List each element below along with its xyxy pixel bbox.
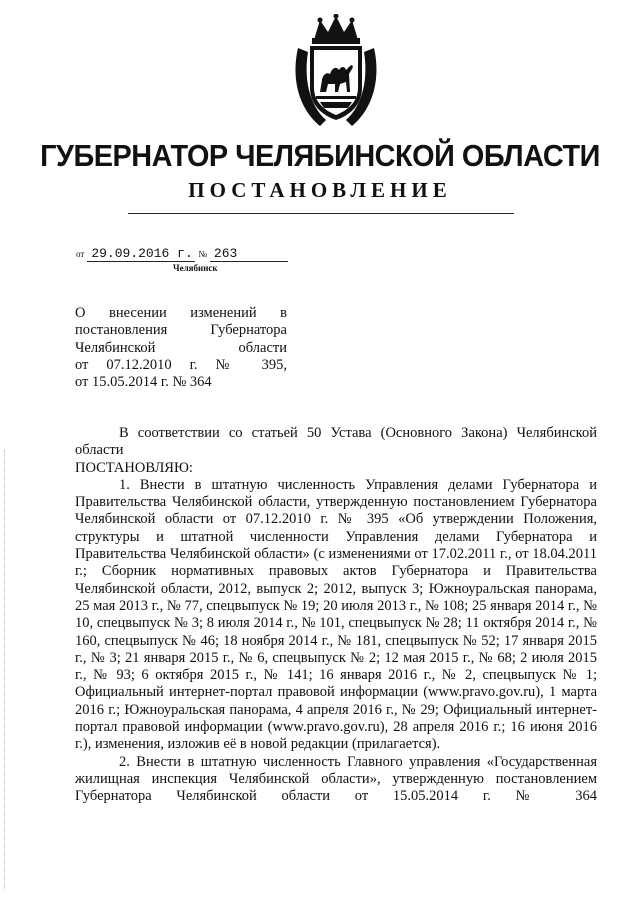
authority-title: ГУБЕРНАТОР ЧЕЛЯБИНСКОЙ ОБЛАСТИ <box>40 138 600 173</box>
document-type-title: ПОСТАНОВЛЕНИЕ <box>188 178 452 202</box>
scan-margin-marks <box>4 450 7 890</box>
city-label: Челябинск <box>173 263 218 273</box>
registration-line <box>76 246 288 262</box>
resolve-heading: ПОСТАНОВЛЯЮ: <box>75 459 193 476</box>
document-body <box>75 425 597 806</box>
subject-line: от 15.05.2014 г. № 364 <box>75 374 212 391</box>
paragraph-item-1: 1. Внести в штатную численность Управления делами Губернатора и Правительства Челябинской области, утвержденную постановлением Губернатора Челябинской области от 07.12.2010 г. № 395 «Об утверждении Положения, структуры и штатной численности Управления делами Губернатора и Правительства Челябинской области» (с изменениями от 17.02.2011 г., от 18.04.2011 г.; Сборник нормативных правовых актов Губернатора и Правительства Челябинской области, 2012, выпуск 2; 2012, выпуск 3; Южноуральская панорама, 25 мая 2013 г., № 77, спецвыпуск № 19; 20 июля 2013 г., № 108; 25 января 2014 г., № 10, спецвыпуск № 3; 8 июля 2014 г., № 101, спецвыпуск № 28; 11 октября 2014 г., № 160, спецвыпуск № 46; 18 ноября 2014 г., № 181, спецвыпуск № 52; 17 января 2015 г., № 3; 21 января 2015 г., № 6, спецвыпуск № 2; 12 мая 2015 г., № 68; 2 июля 2015 г., № 93; 6 октября 2015 г., № 141; 16 января 2016 г., № 2, спецвыпуск № 1; Официальный интернет-портал правовой информации (www.pravo.gov.ru), 1 марта 2016 г.; Южноуральская панорама, 4 апреля 2016 г., № 29; Официальный интернет-портал правовой информации (www.pravo.gov.ru), 28 апреля 2016 г.; 16 июня 2016 г.), изменения, изложив её в новой редакции (прилагается). <box>75 476 597 753</box>
preamble-line: области <box>75 442 124 459</box>
coat-of-arms-icon <box>290 14 382 132</box>
subject-line: от 07.12.2010 г. № 395, <box>75 356 287 373</box>
subject-line: постановления Губернатора <box>75 322 287 339</box>
number-prefix: № <box>198 249 207 259</box>
paragraph-item-2: 2. Внести в штатную численность Главного управления «Государственная жилищная инспекция Челябинской области», утвержденную постановлением Губернатора Челябинской области от 15.05.2014 г. № 364 <box>75 753 597 805</box>
date-prefix: от <box>76 249 85 259</box>
preamble-line: В соответствии со статьей 50 Устава (Основного Закона) Челябинской <box>119 425 597 441</box>
subject-line: О внесении изменений в <box>75 305 287 321</box>
document-subject <box>75 305 287 391</box>
document-date: 29.09.2016 г. <box>87 246 195 262</box>
subject-line: Челябинской области <box>75 339 287 356</box>
header-divider <box>128 213 514 214</box>
document-number: 263 <box>210 246 288 262</box>
